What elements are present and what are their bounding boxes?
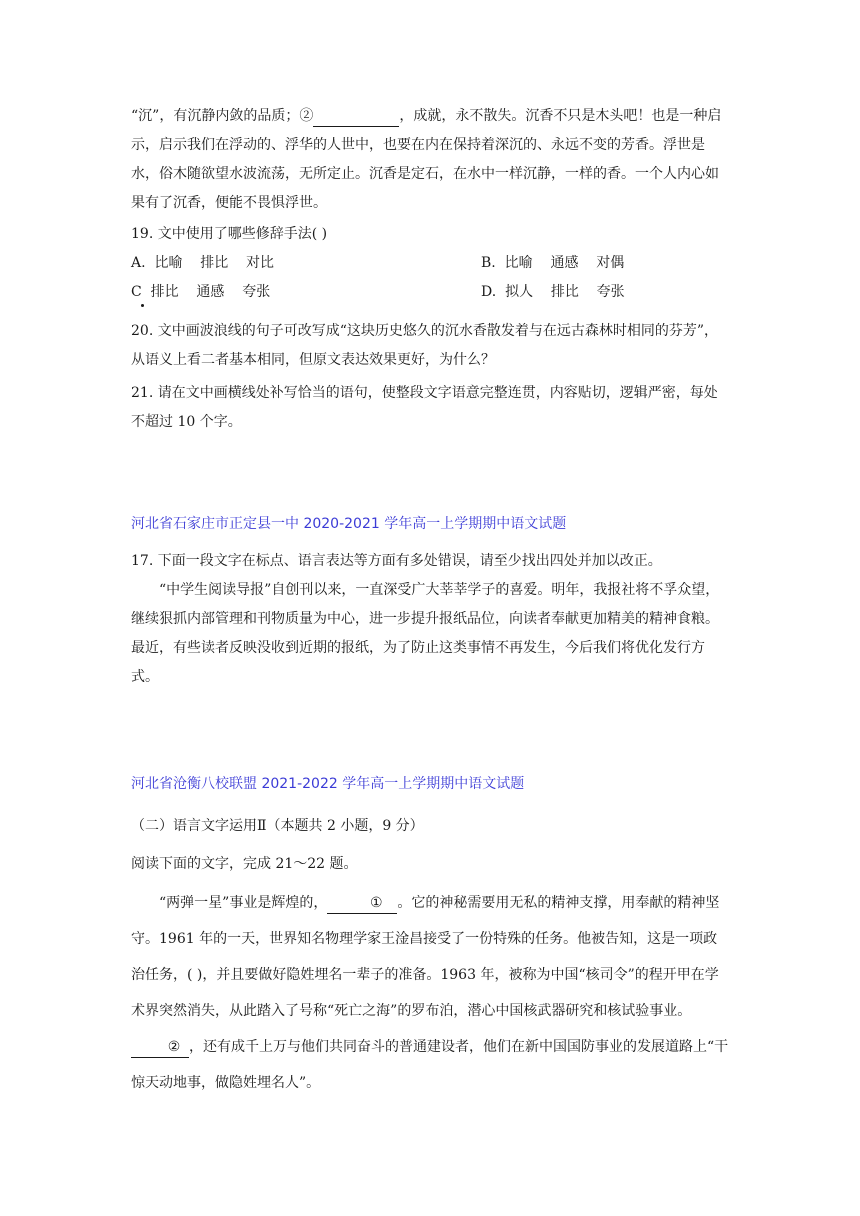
section-heading: （二）语言文字运用Ⅱ（本题共 2 小题，9 分） — [131, 818, 424, 834]
reading-instruction: 阅读下面的文字，完成 21～22 题。 — [131, 856, 358, 872]
source-1: 河北省石家庄市正定县一中 2020-2021 学年高一上学期期中语文试题 — [131, 516, 567, 532]
q17-body: “中学生阅读导报”自创刊以来，一直深受广大莘莘学子的喜爱。明年，我报社将不孚众望，继续狠抓内部管理和刊物质量为中心，进一步提升报纸品位，向读者奉献更加精美的精神食粮。最近，有些读者反映没收到近期的报纸，为了防止这类事情不再发生，今后我们将优化发行方式。 — [131, 582, 720, 685]
q17-stem: 17. 下面一段文字在标点、语言表达等方面有多处错误，请至少找出四处并加以改正。 — [131, 553, 662, 569]
q19-option-b: B. 比喻 通感 对偶 — [481, 255, 625, 271]
q21: 21. 请在文中画横线处补写恰当的语句，使整段文字语意完整连贯，内容贴切，逻辑严密，每处不超过 10 个字。 — [131, 385, 718, 430]
blank-2: ② — [299, 108, 314, 124]
q19-stem: 19. 文中使用了哪些修辞手法( ) — [131, 226, 328, 242]
passage-1: “沉”，有沉静内敛的品质；② ，成就，永不散失。沉香不只是木头吧！也是一种启示，启示我们在浮动的、浮华的人世中，也要在内在保持着深沉的、永远不变的芳香。浮世是水，俗木随欲望水波流荡，无所定止。沉香是定石，在水中一样沉静，一样的香。一个人内心如果有了沉香，便能不畏惧浮世。 — [131, 108, 722, 211]
q19-option-c: C 排比 通感 夸张 — [131, 284, 271, 300]
q19-option-a: A. 比喻 排比 对比 — [131, 255, 275, 271]
blank-2-line: ② — [131, 1037, 189, 1058]
passage-2: “两弹一星”事业是辉煌的， ① 。它的神秘需要用无私的精神支撑，用奉献的精神坚守。1961 年的一天，世界知名物理学家王淦昌接受了一份特殊的任务。他被告知，这是一项政治任务，( )，并且要做好隐姓埋名一辈子的准备。1963 年，被称为中国“核司令”的程开甲在学术界突然消失，从此踏入了号称“死亡之海”的罗布泊，潜心中国核武器研究和核试验事业。② ，还有成千上万与他们共同奋斗的普通建设者，他们在新中国国防事业的发展道路上“干惊天动地事，做隐姓埋名人”。 — [131, 895, 729, 1091]
emphasis-dot — [141, 304, 144, 307]
q19-option-d: D. 拟人 排比 夸张 — [481, 284, 625, 300]
blank-1: ① — [327, 893, 397, 914]
answer-line — [313, 106, 399, 127]
source-2: 河北省沧衡八校联盟 2021-2022 学年高一上学期期中语文试题 — [131, 776, 525, 792]
q20: 20. 文中画波浪线的句子可改写成“这块历史悠久的沉水香散发着与在远古森林时相同的芬芳”，从语义上看二者基本相同，但原文表达效果更好，为什么？ — [131, 323, 719, 368]
